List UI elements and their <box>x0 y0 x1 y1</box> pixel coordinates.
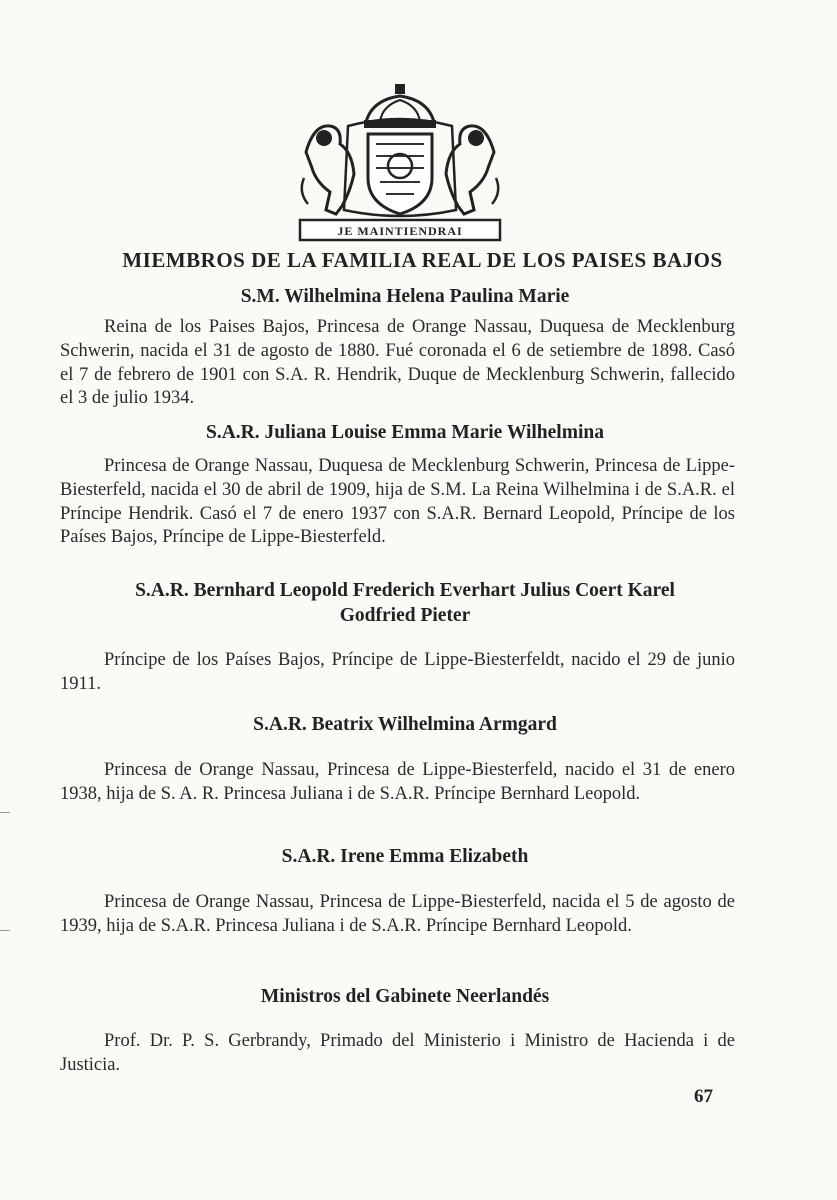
section-heading-beatrix: S.A.R. Beatrix Wilhelmina Armgard <box>253 714 557 735</box>
section-heading-bernhard-line2: Godfried Pieter <box>339 605 471 626</box>
section-text-beatrix: Princesa de Orange Nassau, Princesa de Lippe-Biesterfeld, nacido el 31 de enero 1938, hija de S. A. R. Princesa Juliana i de S.A.R. Príncipe Bernhard Leopold. <box>60 760 735 804</box>
dutch-royal-coat-of-arms-icon <box>296 82 504 242</box>
section-text-irene: Princesa de Orange Nassau, Princesa de Lippe-Biesterfeld, nacida el 5 de agosto de 1939, hija de S.A.R. Princesa Juliana i de S.A.R. Príncipe Bernhard Leopold. <box>60 892 735 936</box>
section-heading-juliana: S.A.R. Juliana Louise Emma Marie Wilhelmina <box>206 422 604 443</box>
section-heading-wilhelmina: S.M. Wilhelmina Helena Paulina Marie <box>240 286 570 307</box>
section-heading-bernhard: S.A.R. Bernhard Leopold Frederich Everhart Julius Coert Karel <box>135 580 675 601</box>
section-text-wilhelmina: Reina de los Paises Bajos, Princesa de Orange Nassau, Duquesa de Mecklenburg Schwerin, nacida el 31 de agosto de 1880. Fué coronada el 6 de setiembre de 1898. Casó el 7 de febrero de 1901 con S.A. R. Hendrik, Duque de Mecklenburg Schwerin, fallecido el 3 de julio 1934. <box>60 317 735 409</box>
section-text-bernhard: Príncipe de los Países Bajos, Príncipe de Lippe-Biesterfeldt, nacido el 29 de junio 1911. <box>60 650 735 694</box>
section-heading-irene: S.A.R. Irene Emma Elizabeth <box>281 846 529 867</box>
section-text-juliana: Princesa de Orange Nassau, Duquesa de Mecklenburg Schwerin, Princesa de Lippe-Biesterfeld, nacida el 30 de abril de 1909, hija de S.M. La Reina Wilhelmina i de S.A.R. el Príncipe Hendrik. Casó el 7 de enero 1937 con S.A.R. Bernard Leopold, Príncipe de los Países Bajos, Príncipe de Lippe-Biesterfeld. <box>60 456 735 548</box>
margin-mark <box>0 930 10 931</box>
margin-mark <box>0 812 10 813</box>
crest-motto: JE MAINTIENDRAI <box>337 224 463 238</box>
page-number: 67 <box>694 1086 713 1107</box>
section-text-ministros: Prof. Dr. P. S. Gerbrandy, Primado del Ministerio i Ministro de Hacienda i de Justicia. <box>60 1031 735 1075</box>
page-title: MIEMBROS DE LA FAMILIA REAL DE LOS PAISES BAJOS <box>122 248 723 272</box>
section-heading-ministros: Ministros del Gabinete Neerlandés <box>260 986 550 1007</box>
